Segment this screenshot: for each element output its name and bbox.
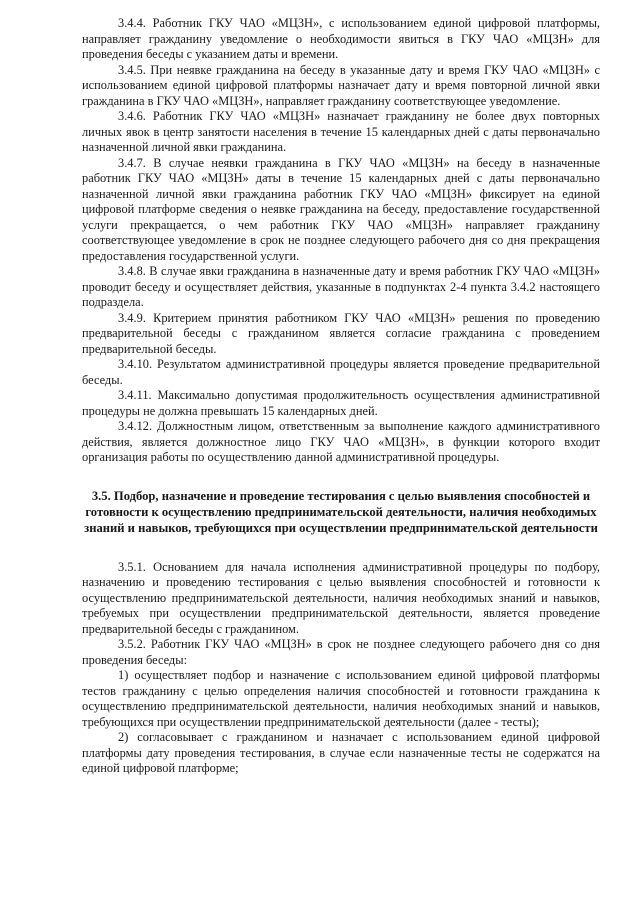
paragraph-3-4-10: 3.4.10. Результатом административной процедуры является проведение предварительной беседы. [82, 357, 600, 387]
list-item-2: 2) согласовывает с гражданином и назначает с использованием единой цифровой платформы дату проведения тестирования, в случае если назначенные тесты не содержатся на единой цифровой платформе; [82, 730, 600, 775]
paragraph-group-3-5 [82, 560, 600, 777]
paragraph-3-4-6: 3.4.6. Работник ГКУ ЧАО «МЦЗН» назначает гражданину не более двух повторных личных явок в центр занятости населения в течение 15 календарных дней с даты первоначально назначенной личной явки гражданина. [82, 109, 600, 154]
paragraph-3-4-11: 3.4.11. Максимально допустимая продолжительность осуществления административной процедуры не должна превышать 15 календарных дней. [82, 388, 600, 418]
paragraph-3-4-9: 3.4.9. Критерием принятия работником ГКУ ЧАО «МЦЗН» решения по проведению предварительной беседы с гражданином является согласие гражданина с проведением предварительной беседы. [82, 310, 600, 356]
paragraph-3-4-8: 3.4.8. В случае явки гражданина в назначенные дату и время работник ГКУ ЧАО «МЦЗН» проводит беседу и осуществляет действия, указанные в подпунктах 2-4 пункта 3.4.2 настоящего подраздела. [82, 264, 600, 309]
paragraph-3-4-7: 3.4.7. В случае неявки гражданина в ГКУ ЧАО «МЦЗН» на беседу в назначенные работник ГКУ ЧАО «МЦЗН» даты в течение 15 календарных дней с даты первоначально назначенной личной явки гражданина работник ГКУ ЧАО «МЦЗН» фиксирует на единой цифровой платформе сведения о неявке гражданина на беседу, предоставление государственной услуги прекращается, о чем работник ГКУ ЧАО «МЦЗН» направляет гражданину соответствующее уведомление в срок не позднее следующего рабочего дня со дня прекращения предоставления государственной услуги. [82, 155, 600, 263]
paragraph-3-4-4: 3.4.4. Работник ГКУ ЧАО «МЦЗН», с использованием единой цифровой платформы, направляет гражданину уведомление о необходимости явиться в ГКУ ЧАО «МЦЗН» для проведения беседы с указанием даты и времени. [82, 16, 600, 61]
paragraph-3-4-12: 3.4.12. Должностным лицом, ответственным за выполнение каждого административного действия, является должностное лицо ГКУ ЧАО «МЦЗН», в функции которого входит организация работы по осуществлению данной административной процедуры. [82, 419, 600, 464]
paragraph-group-3-4 [82, 16, 600, 466]
paragraph-3-5-2: 3.5.2. Работник ГКУ ЧАО «МЦЗН» в срок не позднее следующего рабочего дня со дня проведения беседы: [82, 637, 600, 667]
section-heading-3-5: 3.5. Подбор, назначение и проведение тестирования с целью выявления способностей и готовности к осуществлению предпринимательской деятельности, наличия необходимых знаний и навыков, требующихся при осуществлении предпринимательской деятельности [84, 488, 598, 535]
list-item-1: 1) осуществляет подбор и назначение с использованием единой цифровой платформы тестов гражданину с целью определения наличия способностей и готовности гражданина к осуществлению предпринимательской деятельности, наличия необходимых знаний и навыков, требующихся при осуществлении предпринимательской деятельности (далее - тесты); [82, 668, 600, 729]
paragraph-3-4-5: 3.4.5. При неявке гражданина на беседу в указанные дату и время ГКУ ЧАО «МЦЗН» с использованием единой цифровой платформы назначает дату и время повторной личной явки гражданина в ГКУ ЧАО «МЦЗН», направляет гражданину соответствующее уведомление. [82, 62, 600, 108]
paragraph-3-5-1: 3.5.1. Основанием для начала исполнения административной процедуры по подбору, назначению и проведению тестирования с целью выявления способностей и готовности к осуществлению предпринимательской деятельности, наличия необходимых знаний и навыков, требуемых при осуществлении предпринимательской деятельности, является проведение предварительной беседы с гражданином. [82, 559, 600, 636]
